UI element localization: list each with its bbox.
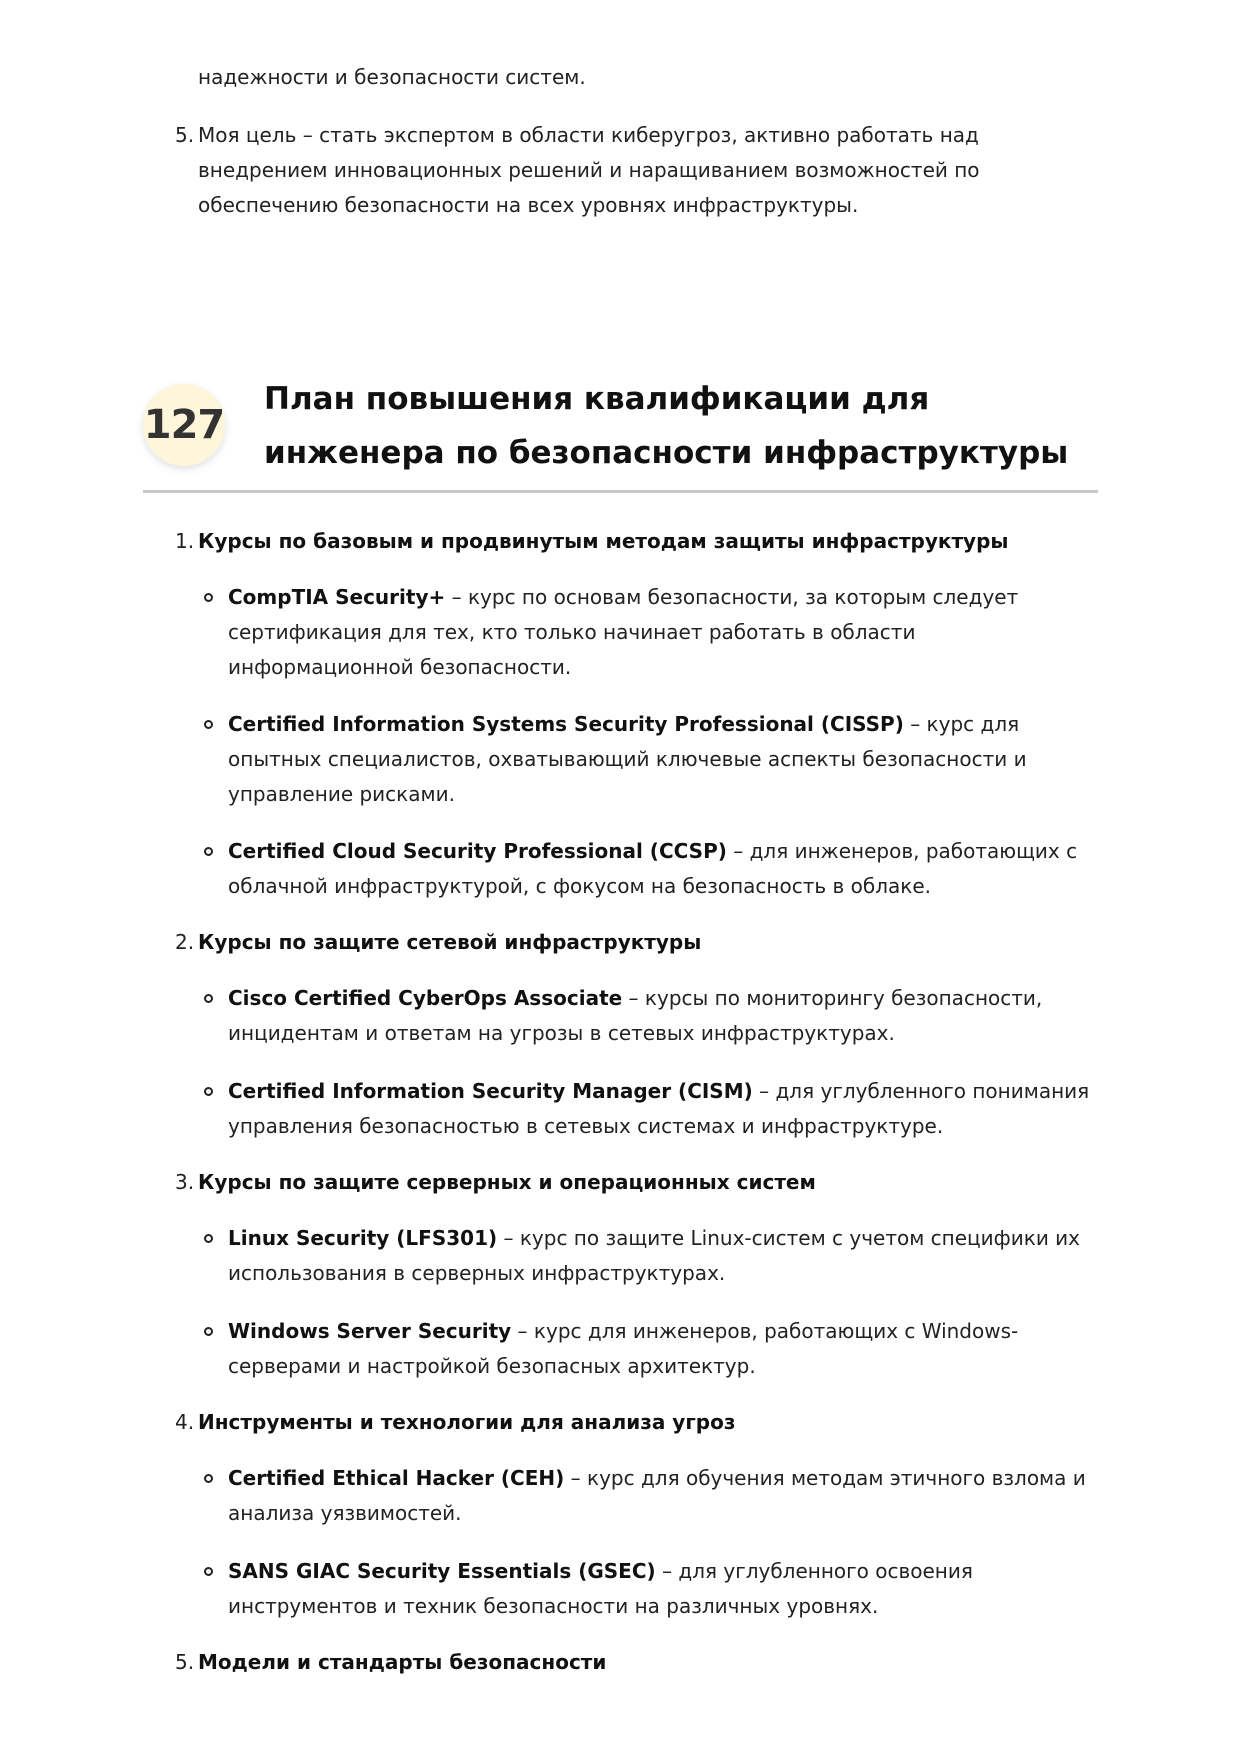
chapter-title: План повышения квалификации для инженера по безопасности инфраструктуры — [264, 381, 1069, 471]
course-name: Certified Ethical Hacker (CEH) — [228, 1466, 565, 1490]
course-description: – курс для инженеров, работающих с Windows-серверами и настройкой безопасных архитектур. — [228, 1319, 1019, 1378]
course-name: Windows Server Security — [228, 1319, 512, 1343]
list-item — [228, 1074, 1090, 1144]
section-4 — [175, 1405, 1095, 1440]
section-3 — [175, 1165, 1095, 1200]
course-name: SANS GIAC Security Essentials (GSEC) — [228, 1559, 656, 1583]
course-name: Certified Information Security Manager (CISM) — [228, 1079, 753, 1103]
section-title: Инструменты и технологии для анализа угроз — [198, 1410, 736, 1434]
continuation-text: надежности и безопасности систем. — [198, 65, 586, 89]
course-name: Certified Cloud Security Professional (CCSP) — [228, 839, 727, 863]
course-description: – курсы по мониторингу безопасности, инцидентам и ответам на угрозы в сетевых инфраструктурах. — [228, 986, 1043, 1045]
list-item-text: Моя цель – стать экспертом в области киберугроз, активно работать над внедрением инновационных решений и наращиванием возможностей по обеспечению безопасности на всех уровнях инфраструктуры. — [198, 123, 980, 217]
bullet-circle-icon — [204, 994, 213, 1003]
course-description: – для углубленного освоения инструментов и техник безопасности на различных уровнях. — [228, 1559, 973, 1618]
list-item — [228, 1461, 1090, 1531]
section-title: Курсы по защите сетевой инфраструктуры — [198, 930, 702, 954]
section-title: Курсы по базовым и продвинутым методам защиты инфраструктуры — [198, 529, 1009, 553]
course-description: – курс для обучения методам этичного взлома и анализа уязвимостей. — [228, 1466, 1086, 1525]
list-item — [228, 580, 1090, 685]
section-number: 1. — [175, 529, 195, 553]
course-description: – курс по защите Linux-систем с учетом специфики их использования в серверных инфраструктурах. — [228, 1226, 1081, 1285]
bullet-circle-icon — [204, 593, 213, 602]
course-description: – курс для опытных специалистов, охватывающий ключевые аспекты безопасности и управление рисками. — [228, 712, 1027, 806]
section-2 — [175, 925, 1095, 960]
chapter-heading — [143, 372, 1098, 493]
bullet-circle-icon — [204, 1567, 213, 1576]
course-description: – курс по основам безопасности, за которым следует сертификация для тех, кто только начинает работать в области информационной безопасности. — [228, 585, 1019, 679]
list-item-5 — [175, 118, 1095, 223]
bullet-circle-icon — [204, 847, 213, 856]
bullet-circle-icon — [204, 1327, 213, 1336]
bullet-circle-icon — [204, 720, 213, 729]
section-number: 4. — [175, 1410, 195, 1434]
list-number: 5. — [175, 123, 195, 147]
list-item — [228, 981, 1090, 1051]
list-item — [228, 834, 1090, 904]
section-number: 5. — [175, 1650, 195, 1674]
list-item — [228, 1314, 1090, 1384]
section-number: 3. — [175, 1170, 195, 1194]
course-name: Cisco Certified CyberOps Associate — [228, 986, 623, 1010]
bullet-circle-icon — [204, 1474, 213, 1483]
bullet-circle-icon — [204, 1234, 213, 1243]
course-name: CompTIA Security+ — [228, 585, 446, 609]
list-item — [228, 1554, 1090, 1624]
section-title: Курсы по защите серверных и операционных систем — [198, 1170, 816, 1194]
chapter-number-badge: 127 — [143, 384, 225, 466]
course-description: – для инженеров, работающих с облачной инфраструктурой, с фокусом на безопасность в облаке. — [228, 839, 1078, 898]
course-name: Certified Information Systems Security Professional (CISSP) — [228, 712, 904, 736]
course-name: Linux Security (LFS301) — [228, 1226, 498, 1250]
course-description: – для углубленного понимания управления безопасностью в сетевых системах и инфраструктуре. — [228, 1079, 1090, 1138]
section-5 — [175, 1645, 1095, 1680]
section-title: Модели и стандарты безопасности — [198, 1650, 607, 1674]
list-item — [228, 1221, 1090, 1291]
bullet-circle-icon — [204, 1087, 213, 1096]
section-number: 2. — [175, 930, 195, 954]
list-item — [228, 707, 1090, 812]
section-1 — [175, 524, 1095, 559]
